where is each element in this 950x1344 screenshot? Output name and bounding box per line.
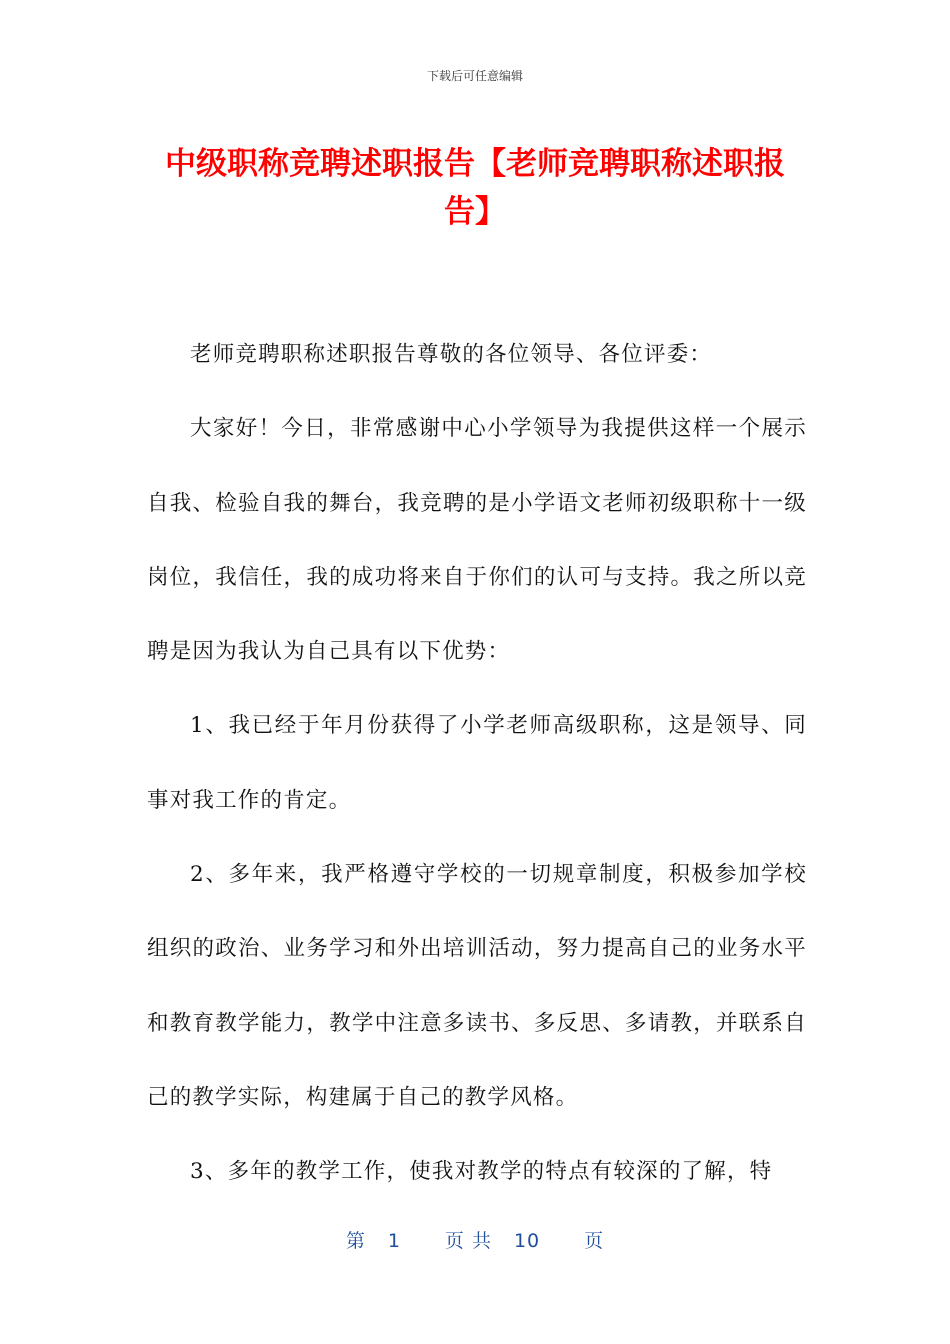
page-header-note: 下载后可任意编辑 bbox=[426, 69, 523, 83]
footer-prefix: 第 bbox=[345, 1230, 366, 1252]
footer-current-page: 1 bbox=[387, 1230, 401, 1252]
paragraph-point-1: 1、我已经于年月份获得了小学老师高级职称，这是领导、同事对我工作的肯定。 bbox=[147, 713, 807, 813]
paragraph-point-3: 3、多年的教学工作，使我对教学的特点有较深的了解，特 bbox=[190, 1159, 773, 1185]
document-body bbox=[147, 318, 807, 1210]
page-footer bbox=[0, 1226, 950, 1253]
paragraph-salutation: 老师竞聘职称述职报告尊敬的各位领导、各位评委： bbox=[190, 342, 713, 367]
paragraph-point-2: 2、多年来，我严格遵守学校的一切规章制度，积极参加学校组织的政治、业务学习和外出培训活动，努力提高自己的业务水平和教育教学能力，教学中注意多读书、多反思、多请教，并联系自己的教学实际，构建属于自己的教学风格。 bbox=[147, 862, 807, 1110]
paragraph-greeting: 大家好！今日，非常感谢中心小学领导为我提供这样一个展示自我、检验自我的舞台，我竞聘的是小学语文老师初级职称十一级岗位，我信任，我的成功将来自于你们的认可与支持。我之所以竞聘是因为我认为自己具有以下优势： bbox=[147, 416, 807, 665]
footer-total-pages: 10 bbox=[513, 1230, 541, 1252]
footer-suffix: 页 bbox=[584, 1230, 605, 1252]
footer-middle: 页 共 bbox=[444, 1230, 492, 1252]
document-title: 中级职称竞聘述职报告【老师竞聘职称述职报告】 bbox=[165, 146, 785, 230]
